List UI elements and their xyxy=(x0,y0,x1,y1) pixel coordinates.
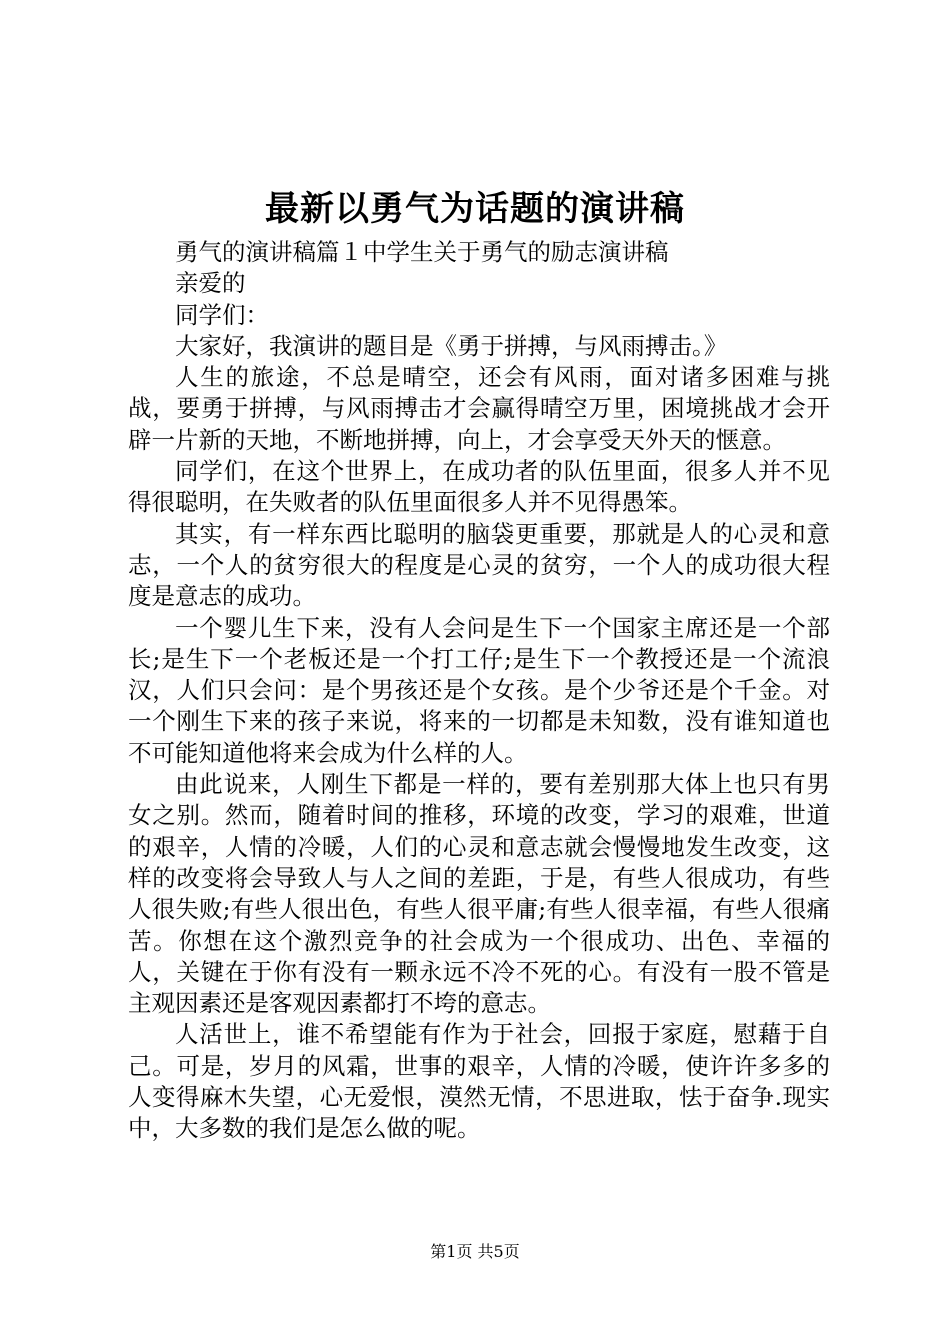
paragraph: 大家好，我演讲的题目是《勇于拼搏，与风雨搏击。》 xyxy=(175,331,728,360)
paragraph: 人活世上，谁不希望能有作为于社会，回报于家庭，慰藉于自己。可是，岁月的风霜，世事的艰辛，人情的冷暖，使许许多多的人变得麻木失望，心无爱恨，漠然无情，不思进取，怯于奋争.现实中，大多数的我们是怎么做的呢。 xyxy=(128,1020,830,1143)
document-body xyxy=(128,237,830,1145)
paragraph: 一个婴儿生下来，没有人会问是生下一个国家主席还是一个部长;是生下一个老板还是一个打工仔;是生下一个教授还是一个流浪汉，人们只会问：是个男孩还是个女孩。是个少爷还是个千金。对一个刚生下来的孩子来说，将来的一切都是未知数，没有谁知道也不可能知道他将来会成为什么样的人。 xyxy=(128,613,830,767)
page-number-footer: 第1页 共5页 xyxy=(430,1242,520,1261)
paragraph: 人生的旅途，不总是晴空，还会有风雨，面对诸多困难与挑战，要勇于拼搏，与风雨搏击才会赢得晴空万里，困境挑战才会开辟一片新的天地，不断地拼搏，向上，才会享受天外天的惬意。 xyxy=(128,363,830,454)
document-title: 最新以勇气为话题的演讲稿 xyxy=(265,189,685,229)
paragraph: 由此说来，人刚生下都是一样的，要有差别那大体上也只有男女之别。然而，随着时间的推移，环境的改变，学习的艰难，世道的艰辛，人情的冷暖，人们的心灵和意志就会慢慢地发生改变，这样的改变将会导致人与人之间的差距，于是，有些人很成功，有些人很失败;有些人很出色，有些人很平庸;有些人很幸福，有些人很痛苦。你想在这个激烈竞争的社会成为一个很成功、出色、幸福的人，关键在于你有没有一颗永远不冷不死的心。有没有一股不管是主观因素还是客观因素都打不垮的意志。 xyxy=(128,770,830,1018)
paragraph: 其实，有一样东西比聪明的脑袋更重要，那就是人的心灵和意志，一个人的贫穷很大的程度是心灵的贫穷，一个人的成功很大程度是意志的成功。 xyxy=(128,519,830,611)
paragraph: 同学们，在这个世界上，在成功者的队伍里面，很多人并不见得很聪明，在失败者的队伍里面很多人并不见得愚笨。 xyxy=(128,457,830,517)
paragraph: 勇气的演讲稿篇１中学生关于勇气的励志演讲稿 xyxy=(175,238,669,266)
paragraph: 亲爱的 xyxy=(175,269,246,298)
paragraph: 同学们： xyxy=(175,300,269,329)
